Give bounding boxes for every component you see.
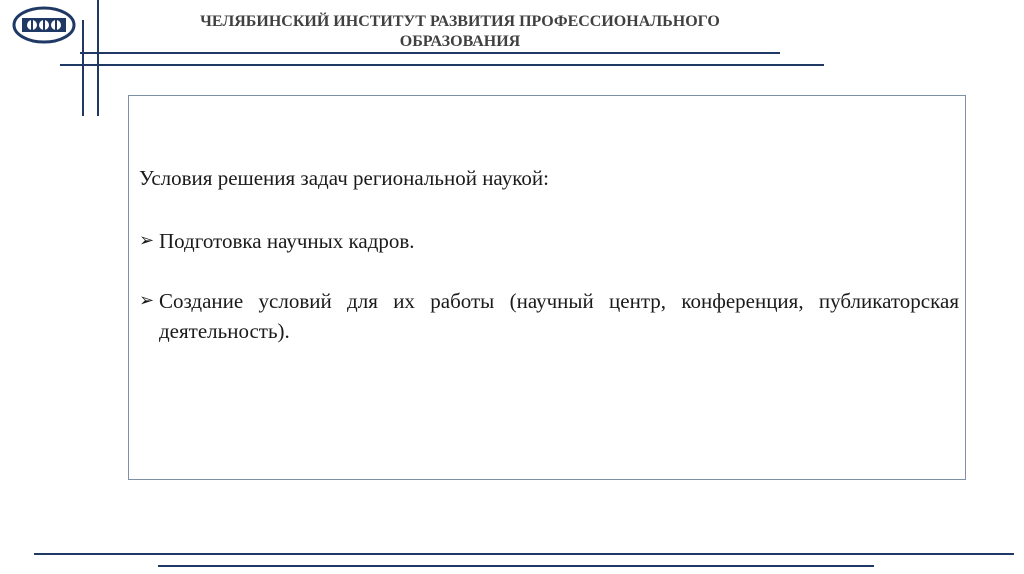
institute-logo-icon <box>12 6 76 44</box>
page-title <box>120 12 800 52</box>
arrow-bullet-icon: ➢ <box>139 290 155 311</box>
frame-vertical-line-left <box>82 20 84 116</box>
arrow-bullet-icon: ➢ <box>139 230 155 251</box>
footer-line-bottom <box>158 565 874 567</box>
list-item-text: Подготовка научных кадров. <box>159 229 415 253</box>
list-item-text: Создание условий для их работы (научный центр, конференция, публикаторская деятельность). <box>159 289 959 343</box>
intro-text: Условия решения задач региональной наукой: <box>139 166 549 190</box>
content-box <box>128 95 966 480</box>
list-item <box>139 226 959 256</box>
header-underline-top <box>80 52 780 54</box>
list-item <box>139 286 959 346</box>
page-title-line1: ЧЕЛЯБИНСКИЙ ИНСТИТУТ РАЗВИТИЯ ПРОФЕССИОНАЛЬНОГО <box>200 13 720 30</box>
footer-line-top <box>34 553 1014 555</box>
page-title-line2: ОБРАЗОВАНИЯ <box>399 33 521 50</box>
frame-vertical-line-right <box>97 0 99 116</box>
header-underline-bottom <box>60 64 824 66</box>
bullet-list <box>139 226 959 376</box>
